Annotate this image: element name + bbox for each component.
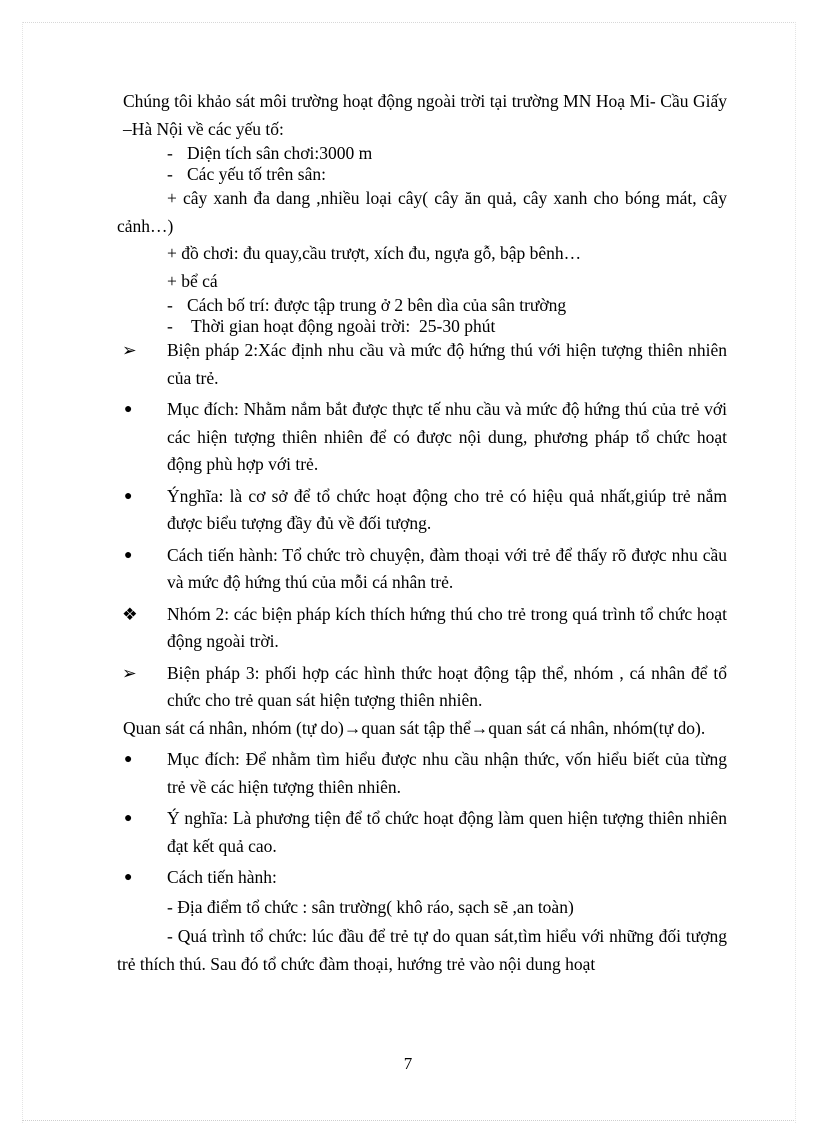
- measure-3-heading: [117, 660, 727, 715]
- bullet-item: [117, 746, 727, 801]
- dash-item: [117, 295, 727, 316]
- observation-sequence: Quan sát cá nhân, nhóm (tự do)→quan sát tập thể→quan sát cá nhân, nhóm(tự do).: [123, 717, 706, 738]
- plus-item-fishtank: + bể cá: [167, 270, 218, 291]
- arrow-bullet-icon: ➢: [122, 662, 137, 683]
- measure-3-text: Biện pháp 3: phối hợp các hình thức hoạt động tập thể, nhóm , cá nhân để tổ chức cho trẻ quan sát hiện tượng thiên nhiên.: [167, 662, 727, 710]
- measure-2-purpose: Mục đích: Nhằm nắm bắt được thực tế nhu cầu và mức độ hứng thú của trẻ với các hiện tượng thiên nhiên để có được nội dung, phương pháp tổ chức hoạt động phù hợp với trẻ.: [167, 399, 727, 474]
- dash-item-text: Thời gian hoạt động ngoài trời: 25-30 phút: [187, 316, 496, 336]
- page-number: 7: [403, 1054, 413, 1073]
- plus-item-toys: + đồ chơi: đu quay,cầu trượt, xích đu, ngựa gỗ, bập bênh…: [167, 243, 582, 263]
- dash-marker: -: [167, 295, 173, 315]
- bullet-icon: ●: [124, 402, 133, 417]
- measure-2-meaning: Ýnghĩa: là cơ sở để tổ chức hoạt động cho trẻ có hiệu quả nhất,giúp trẻ nắm được biểu tượng đầy đủ về đối tượng.: [167, 485, 727, 533]
- bullet-icon: ●: [124, 547, 133, 563]
- bullet-item: [117, 483, 727, 538]
- bullet-item: [117, 396, 727, 479]
- dash-marker: -: [167, 316, 173, 336]
- process-line: - Quá trình tổ chức: lúc đầu để trẻ tự do quan sát,tìm hiểu với những đối tượng trẻ thích thú. Sau đó tổ chức đàm thoại, hướng trẻ vào nội dung hoạt: [117, 926, 727, 974]
- measure-2-heading: [117, 337, 727, 392]
- dash-item-text: Cách bố trí: được tập trung ở 2 bên dìa của sân trường: [187, 295, 567, 315]
- dash-item: [117, 164, 727, 185]
- measure-3-meaning: Ý nghĩa: Là phương tiện để tổ chức hoạt động làm quen hiện tượng thiên nhiên đạt kết quả cao.: [167, 808, 727, 856]
- measure-2-text: Biện pháp 2:Xác định nhu cầu và mức độ hứng thú với hiện tượng thiên nhiên của trẻ.: [167, 340, 727, 388]
- measure-3-procedure: Cách tiến hành:: [167, 867, 277, 887]
- dash-marker: -: [167, 164, 173, 184]
- bullet-icon: ●: [124, 488, 133, 504]
- bullet-item: [117, 542, 727, 597]
- measure-3-purpose: Mục đích: Để nhằm tìm hiểu được nhu cầu nhận thức, vốn hiểu biết của từng trẻ về các hiện tượng thiên nhiên.: [167, 749, 727, 797]
- bullet-item: [117, 864, 727, 892]
- dash-marker: -: [167, 143, 173, 163]
- location-line: - Địa điểm tổ chức : sân trường( khô ráo, sạch sẽ ,an toàn): [167, 896, 574, 917]
- dash-item-text: Diện tích sân chơi:3000 m: [187, 143, 373, 163]
- bullet-icon: ●: [124, 811, 133, 826]
- dash-item: [117, 316, 727, 337]
- group-2-text: Nhóm 2: các biện pháp kích thích hứng thú cho trẻ trong quá trình tổ chức hoạt động ngoài trời.: [167, 603, 727, 651]
- intro-paragraph: Chúng tôi khảo sát môi trường hoạt động ngoài trời tại trường MN Hoạ Mi- Cầu Giấy –Hà Nội về các yếu tố:: [123, 91, 727, 139]
- group-2-heading: [117, 601, 727, 656]
- arrow-bullet-icon: ➢: [122, 340, 137, 360]
- page-content: [117, 88, 727, 978]
- plus-item-trees: + cây xanh đa dang ,nhiều loại cây( cây ăn quả, cây xanh cho bóng mát, cây cảnh…): [117, 188, 727, 236]
- measure-2-procedure: Cách tiến hành: Tổ chức trò chuyện, đàm thoại với trẻ để thấy rõ được nhu cầu và mức độ hứng thú của mỗi cá nhân trẻ.: [167, 544, 727, 592]
- bullet-icon: ●: [124, 752, 133, 767]
- dash-item: [117, 143, 727, 164]
- diamond-bullet-icon: ❖: [122, 603, 138, 624]
- bullet-icon: ●: [124, 870, 133, 885]
- page-bottom-rule: [22, 1120, 794, 1121]
- dash-item-text: Các yếu tố trên sân:: [187, 164, 326, 184]
- bullet-item: [117, 805, 727, 860]
